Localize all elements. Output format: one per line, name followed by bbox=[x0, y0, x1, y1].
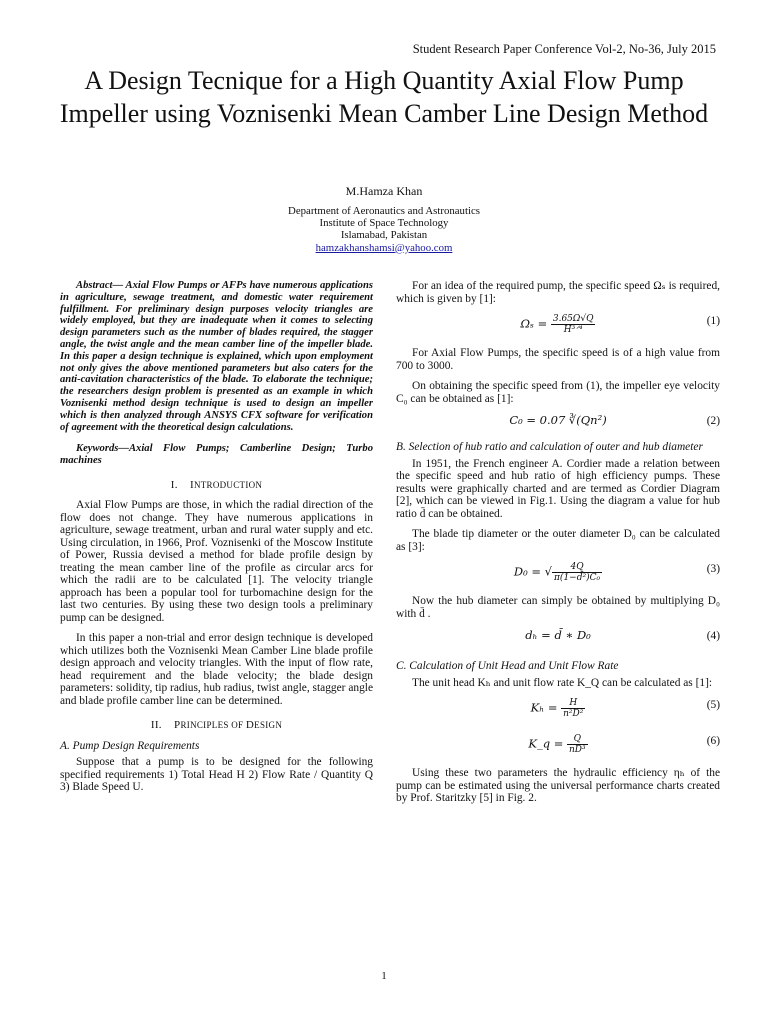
cordier-paragraph: In 1951, the French engineer A. Cordier made a relation between the specific speed and hub ratio of high efficiency pumps. These results were graphically charted and are termed as Cordier Diagram [2], which can be viewed in Fig.1. Using the diagram a value for hub ratio d̄ can be obtained. bbox=[396, 457, 720, 520]
section-title-initial: I bbox=[189, 478, 194, 491]
eq1-denominator: H³ᐟ⁴ bbox=[563, 325, 583, 335]
eq5-numerator: H bbox=[561, 698, 585, 709]
unit-head-paragraph: The unit head Kₕ and unit flow rate K_Q can be calculated as [1]: bbox=[412, 676, 713, 689]
abstract: Abstract— Axial Flow Pumps or AFPs have numerous applications in agriculture, sewage treatment, and domestic water requirement fulfillment. For preliminary design purposes velocity triangles are widely employed, but they are inadequate when it comes to selecting design parameters such as the number of blades required, the stagger angle, the twist angle and the mean camber line of the impeller blade. In this paper a design technique is explained, which upon employment not only gives the above mentioned parameters but also caters for the anti-cavitation characteristics of the blade. To elaborate the technique; the researchers design problem is presented as an example in which Voznisenki method design technique is used to design an impeller which is then analyzed through ANSYS CFX software for verification of agreement with the theoretical design calculations. bbox=[60, 280, 373, 433]
eq2-expression: C₀ = 0.07 ∛(Qn²) bbox=[509, 413, 607, 427]
affiliation-location: Islamabad, Pakistan bbox=[340, 229, 428, 242]
intro-paragraph-2: In this paper a non-trial and error design technique is developed which utilizes both the Voznisenki Mean Camber Line blade profile design approach and velocity triangles. With the input of flow rate, head requirement and the blade velocity; the blade design parameters: solidity, tip radius, hub radius, twist angle, stagger angle and blade profile camber line can be determined. bbox=[60, 632, 373, 707]
requirements-paragraph: Suppose that a pump is to be designed for the following specified requirements 1) Total Head H 2) Flow Rate / Quantity Q 3) Blade Speed U. bbox=[60, 756, 373, 794]
section-title-initial-a: P bbox=[174, 719, 181, 732]
page-number: 1 bbox=[381, 970, 387, 982]
equation-5 bbox=[396, 695, 720, 725]
subsection-heading-a: A. Pump Design Requirements bbox=[60, 739, 200, 752]
eq6-denominator: nD³ bbox=[569, 745, 586, 755]
section-title-rest-a: RINCIPLES OF bbox=[180, 720, 246, 731]
affiliation-block bbox=[0, 205, 768, 254]
eq3-numerator: 4Q bbox=[552, 562, 602, 573]
equation-number: (4) bbox=[706, 630, 720, 642]
affiliation-institute: Institute of Space Technology bbox=[319, 217, 449, 230]
hub-diameter-paragraph: Now the hub diameter can simply be obtained by multiplying D₀ with d̄ . bbox=[396, 595, 720, 620]
equation-number: (2) bbox=[706, 415, 720, 427]
affiliation-department: Department of Aeronautics and Astronautics bbox=[288, 205, 480, 217]
eq6-lhs: K_q = bbox=[528, 736, 564, 751]
eq3-lhs: D₀ = √ bbox=[513, 564, 553, 579]
equation-number: (6) bbox=[706, 735, 720, 747]
right-column bbox=[396, 280, 720, 805]
efficiency-paragraph: Using these two parameters the hydraulic efficiency ηₕ of the pump can be estimated using the universal performance charts created by Prof. Staritzky [5] in Fig. 2. bbox=[396, 767, 720, 804]
equation-4 bbox=[396, 626, 720, 648]
specific-speed-paragraph: For an idea of the required pump, the specific speed Ωₛ is required, which is given by [1]: bbox=[396, 280, 720, 305]
eq4-expression: dₕ = d̄ ∗ D₀ bbox=[525, 628, 591, 642]
equation-number: (3) bbox=[706, 563, 720, 575]
equation-2 bbox=[396, 411, 720, 433]
intro-paragraph-1: Axial Flow Pumps are those, in which the radial direction of the flow does not change. They have numerous applications in agriculture, sewage treatment, urban and rural water supply and etc. Using circulation, in 1966, Prof. Voznisenki of the Moscow Institute of Power, Russia devised a method for blade profile design by treating the mean camber line of the profile as circular arcs for which the radii are to be calculated [1]. The velocity triangle approach has been a popular tool for turbomachine design for the last two centuries. By using these two design tools a preliminary pump can be designed. bbox=[60, 499, 373, 624]
section-title-rest-b: ESIGN bbox=[254, 720, 283, 731]
author-name: M.Hamza Khan bbox=[345, 184, 423, 198]
tip-diameter-paragraph: The blade tip diameter or the outer diameter D₀ can be calculated as [3]: bbox=[396, 528, 720, 553]
equation-6 bbox=[396, 731, 720, 761]
section-number: II. bbox=[150, 719, 162, 732]
section-title-rest: NTRODUCTION bbox=[193, 479, 263, 490]
equation-number: (5) bbox=[706, 699, 720, 711]
eq6-numerator: Q bbox=[567, 734, 588, 745]
eq3-denominator: π(1−d̄²)C₀ bbox=[554, 573, 601, 583]
eq1-numerator: 3.65Ω√Q bbox=[552, 314, 594, 324]
section-number: I. bbox=[170, 478, 178, 491]
conference-header: Student Research Paper Conference Vol-2, No-36, July 2015 bbox=[412, 42, 716, 56]
section-title-initial-b: D bbox=[245, 719, 255, 732]
left-column bbox=[60, 280, 373, 794]
equation-3 bbox=[396, 559, 720, 589]
eq5-denominator: n²D² bbox=[563, 709, 584, 719]
subsection-heading-b: B. Selection of hub ratio and calculation of outer and hub diameter bbox=[396, 441, 703, 453]
equation-number: (1) bbox=[706, 315, 720, 327]
keywords: Keywords—Axial Flow Pumps; Camberline Design; Turbo machines bbox=[60, 443, 373, 467]
section-heading-principles bbox=[60, 719, 373, 732]
section-heading-introduction bbox=[60, 479, 373, 492]
equation-1 bbox=[396, 311, 720, 341]
subsection-heading-c: C. Calculation of Unit Head and Unit Flow Rate bbox=[396, 660, 619, 672]
specific-speed-range-paragraph: For Axial Flow Pumps, the specific speed is of a high value from 700 to 3000. bbox=[396, 347, 720, 372]
author-email-link[interactable]: hamzakhanshamsi@yahoo.com bbox=[315, 241, 453, 254]
eq5-lhs: Kₕ = bbox=[530, 700, 558, 715]
paper-title: A Design Tecnique for a High Quantity Axial Flow Pump Impeller using Voznisenki Mean Camber Line Design Method bbox=[59, 66, 709, 128]
eq1-lhs: Ωₛ = bbox=[520, 316, 548, 331]
eye-velocity-paragraph: On obtaining the specific speed from (1), the impeller eye velocity C₀ can be obtained as [1]: bbox=[396, 380, 720, 405]
